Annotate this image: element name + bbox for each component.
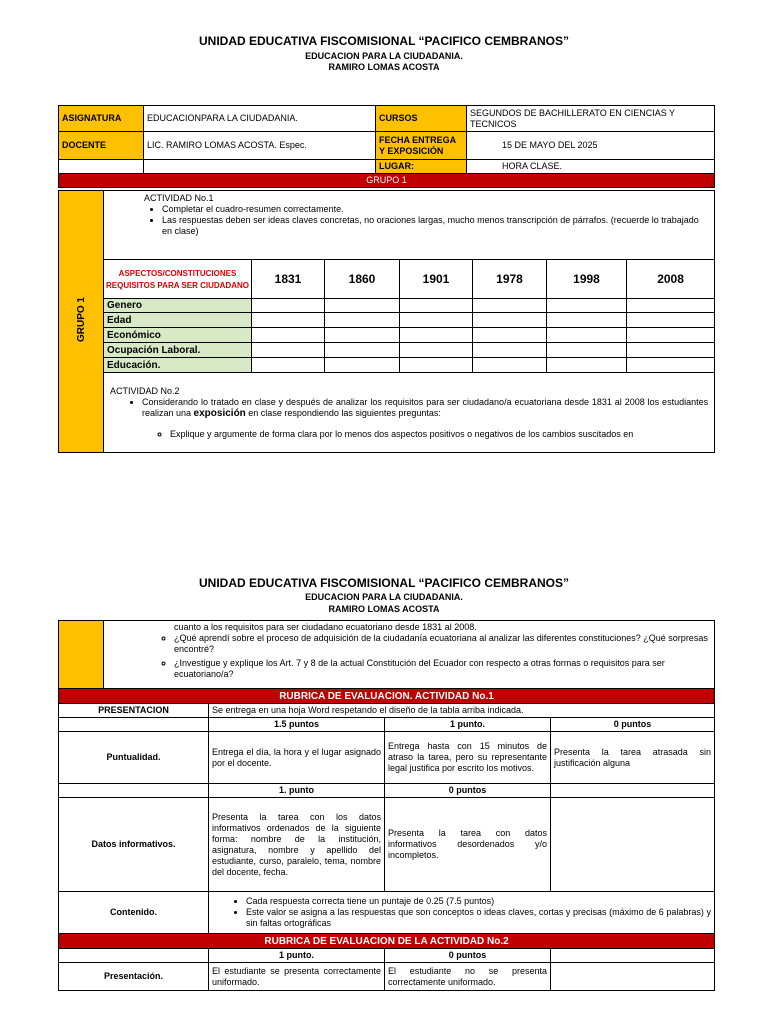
table-cell[interactable]	[627, 343, 715, 358]
row-label-economico: Económico	[104, 328, 252, 343]
row-label-edad: Edad	[104, 313, 252, 328]
actividad2-bullet-text: Considerando lo tratado en clase y después de analizar los requisitos para ser ciudadano/a ecuatoriana desde 1831 al 2008 los estudiantes realizan una	[142, 397, 709, 418]
table-cell[interactable]	[400, 358, 473, 373]
puntualidad-criterion: Presenta la tarea atrasada sin justificación alguna	[551, 732, 715, 784]
grupo-side-cell-2	[59, 621, 104, 689]
question-1: ◦ Explique y argumente de forma clara por lo menos dos aspectos positivos o negativos de los cambios suscitados en	[170, 429, 708, 440]
table-cell[interactable]	[325, 299, 400, 313]
datos-criterion: Presenta la tarea con los datos informativos ordenados de la siguiente forma: nombre de la institución, asignatura, nombre y apellido del estudiante, curso, paralelo, tema, nombre del docente, fecha.	[209, 798, 385, 892]
presentacion2-label: Presentación.	[59, 963, 209, 991]
year-1998: 1998	[547, 260, 627, 299]
actividad2-bullet-text-end: en clase respondiendo las siguientes preguntas:	[245, 408, 441, 418]
rubrica1-title: RUBRICA DE EVALUACION. ACTIVIDAD No.1	[59, 689, 715, 704]
table-cell[interactable]	[473, 299, 547, 313]
table-cell[interactable]	[627, 328, 715, 343]
presentacion2-criterion: El estudiante se presenta correctamente uniformado.	[209, 963, 385, 991]
questions-cell	[104, 621, 715, 689]
table-cell[interactable]	[252, 343, 325, 358]
table-cell[interactable]	[547, 313, 627, 328]
grupo-banner: GRUPO 1	[59, 174, 715, 188]
asignatura-value: EDUCACIONPARA LA CIUDADANIA.	[144, 106, 376, 132]
presentacion2-criterion: El estudiante no se presenta correctamente uniformado.	[385, 963, 551, 991]
table-row	[59, 358, 715, 373]
empty-cell	[59, 718, 209, 732]
table-cell[interactable]	[325, 343, 400, 358]
cursos-value: SEGUNDOS DE BACHILLERATO EN CIENCIAS Y TECNICOS	[467, 106, 715, 132]
datos-label: Datos informativos.	[59, 798, 209, 892]
cursos-label: CURSOS	[376, 106, 467, 132]
table-cell[interactable]	[627, 299, 715, 313]
lugar-label: LUGAR:	[376, 160, 467, 174]
contenido-label: Contenido.	[59, 892, 209, 934]
grupo-side-label: GRUPO 1	[75, 297, 87, 343]
empty-cell	[59, 949, 209, 963]
table-cell[interactable]	[547, 299, 627, 313]
info-table	[58, 105, 715, 188]
table-cell[interactable]	[252, 328, 325, 343]
empty-cell	[551, 784, 715, 798]
table-cell[interactable]	[547, 358, 627, 373]
aspectos-header	[104, 260, 252, 299]
rubric-table	[58, 688, 715, 991]
table-cell[interactable]	[627, 358, 715, 373]
school-title: UNIDAD EDUCATIVA FISCOMISIONAL “PACIFICO CEMBRANOS”	[198, 34, 569, 48]
table-cell[interactable]	[325, 313, 400, 328]
table-cell[interactable]	[473, 313, 547, 328]
docente-value: LIC. RAMIRO LOMAS ACOSTA. Espec.	[144, 132, 376, 160]
empty-cell	[59, 784, 209, 798]
teacher-line: RAMIRO LOMAS ACOSTA	[328, 62, 440, 72]
actividad2-bullet-bold: exposición	[193, 408, 246, 419]
subject-line: EDUCACION PARA LA CIUDADANIA.	[305, 51, 463, 61]
table-cell[interactable]	[400, 328, 473, 343]
points-0-r2: 0 puntos	[385, 949, 551, 963]
table-cell[interactable]	[325, 358, 400, 373]
actividad2-bullet	[142, 397, 708, 419]
teacher-line-2: RAMIRO LOMAS ACOSTA	[328, 604, 440, 614]
table-cell[interactable]	[325, 328, 400, 343]
school-title-2: UNIDAD EDUCATIVA FISCOMISIONAL “PACIFICO CEMBRANOS”	[198, 576, 569, 590]
actividad1-item: • Completar el cuadro-resumen correctamente.	[162, 204, 708, 215]
actividad1-item: • Las respuestas deben ser ideas claves concretas, no oraciones largas, mucho menos transcripción de párrafos. (recuerde lo trabajado en clase)	[162, 215, 708, 237]
actividad2-title: ACTIVIDAD No.2	[110, 386, 180, 396]
year-1831: 1831	[252, 260, 325, 299]
fecha-value: 15 DE MAYO DEL 2025	[467, 132, 715, 160]
year-1978: 1978	[473, 260, 547, 299]
table-row	[59, 313, 715, 328]
table-row	[59, 328, 715, 343]
fecha-label: FECHA ENTREGA Y EXPOSICIÓN	[376, 132, 467, 160]
points-1-r2: 1 punto.	[209, 949, 385, 963]
table-row	[59, 299, 715, 313]
activity-table	[58, 190, 715, 453]
year-1860: 1860	[325, 260, 400, 299]
actividad2-cell	[104, 373, 715, 453]
row-label-educacion: Educación.	[104, 358, 252, 373]
aspectos-header-line2: REQUISITOS PARA SER CIUDADANO	[106, 281, 249, 290]
docente-label: DOCENTE	[59, 132, 144, 160]
table-cell[interactable]	[547, 343, 627, 358]
empty-cell	[144, 160, 376, 174]
empty-cell	[551, 798, 715, 892]
rubrica2-title: RUBRICA DE EVALUACION DE LA ACTIVIDAD No.2	[59, 934, 715, 949]
grupo-side-cell	[59, 191, 104, 453]
points-1: 1 punto.	[385, 718, 551, 732]
table-cell[interactable]	[473, 358, 547, 373]
empty-cell	[551, 949, 715, 963]
table-cell[interactable]	[252, 358, 325, 373]
table-cell[interactable]	[400, 343, 473, 358]
year-2008: 2008	[627, 260, 715, 299]
empty-cell	[551, 963, 715, 991]
table-cell[interactable]	[473, 328, 547, 343]
puntualidad-criterion: Entrega hasta con 15 minutos de atraso la tarea, pero su representante legal justifica por escrito los motivos.	[385, 732, 551, 784]
presentacion-text: Se entrega en una hoja Word respetando el diseño de la tabla arriba indicada.	[209, 704, 715, 718]
row-label-genero: Genero	[104, 299, 252, 313]
aspectos-header-line1: ASPECTOS/CONSTITUCIONES	[118, 269, 237, 278]
puntualidad-label: Puntualidad.	[59, 732, 209, 784]
points-0: 0 puntos	[551, 718, 715, 732]
table-cell[interactable]	[252, 299, 325, 313]
empty-cell	[59, 160, 144, 174]
table-cell[interactable]	[627, 313, 715, 328]
year-1901: 1901	[400, 260, 473, 299]
table-row	[59, 343, 715, 358]
puntualidad-criterion: Entrega el día, la hora y el lugar asignado por el docente.	[209, 732, 385, 784]
table-cell[interactable]	[400, 299, 473, 313]
presentacion-label: PRESENTACION	[59, 704, 209, 718]
subject-line-2: EDUCACION PARA LA CIUDADANIA.	[305, 592, 463, 602]
table-cell[interactable]	[252, 313, 325, 328]
contenido-criteria	[209, 892, 715, 934]
continuation-table	[58, 620, 715, 689]
lugar-value: HORA CLASE.	[467, 160, 715, 174]
contenido-item: • Cada respuesta correcta tiene un puntaje de 0.25 (7.5 puntos)	[246, 896, 711, 907]
table-cell[interactable]	[547, 328, 627, 343]
row-label-ocupacion: Ocupación Laboral.	[104, 343, 252, 358]
question-2: ◦ ¿Qué aprendí sobre el proceso de adquisición de la ciudadanía ecuatoriana al analizar las diferentes constituciones? ¿Qué sorpresas encontré?	[174, 633, 708, 655]
datos-criterion: Presenta la tarea con datos informativos desordenados y/o incompletos.	[385, 798, 551, 892]
points-1-b: 1. punto	[209, 784, 385, 798]
asignatura-label: ASIGNATURA	[59, 106, 144, 132]
question-1-cont: cuanto a los requisitos para ser ciudadano ecuatoriano desde 1831 al 2008.	[174, 622, 477, 632]
question-3: ◦ ¿Investigue y explique los Art. 7 y 8 de la actual Constitución del Ecuador con respecto a otras formas o requisitos para ser ecuatoriano/a?	[174, 658, 708, 680]
points-0-b: 0 puntos	[385, 784, 551, 798]
contenido-item: • Este valor se asigna a las respuestas que son conceptos o ideas claves, cortas y precisas (máximo de 6 palabras) y sin faltas ortográficas	[246, 907, 711, 929]
points-1-5: 1.5 puntos	[209, 718, 385, 732]
actividad1-title: ACTIVIDAD No.1	[144, 193, 214, 203]
table-cell[interactable]	[400, 313, 473, 328]
table-cell[interactable]	[473, 343, 547, 358]
actividad1-cell	[104, 191, 715, 260]
